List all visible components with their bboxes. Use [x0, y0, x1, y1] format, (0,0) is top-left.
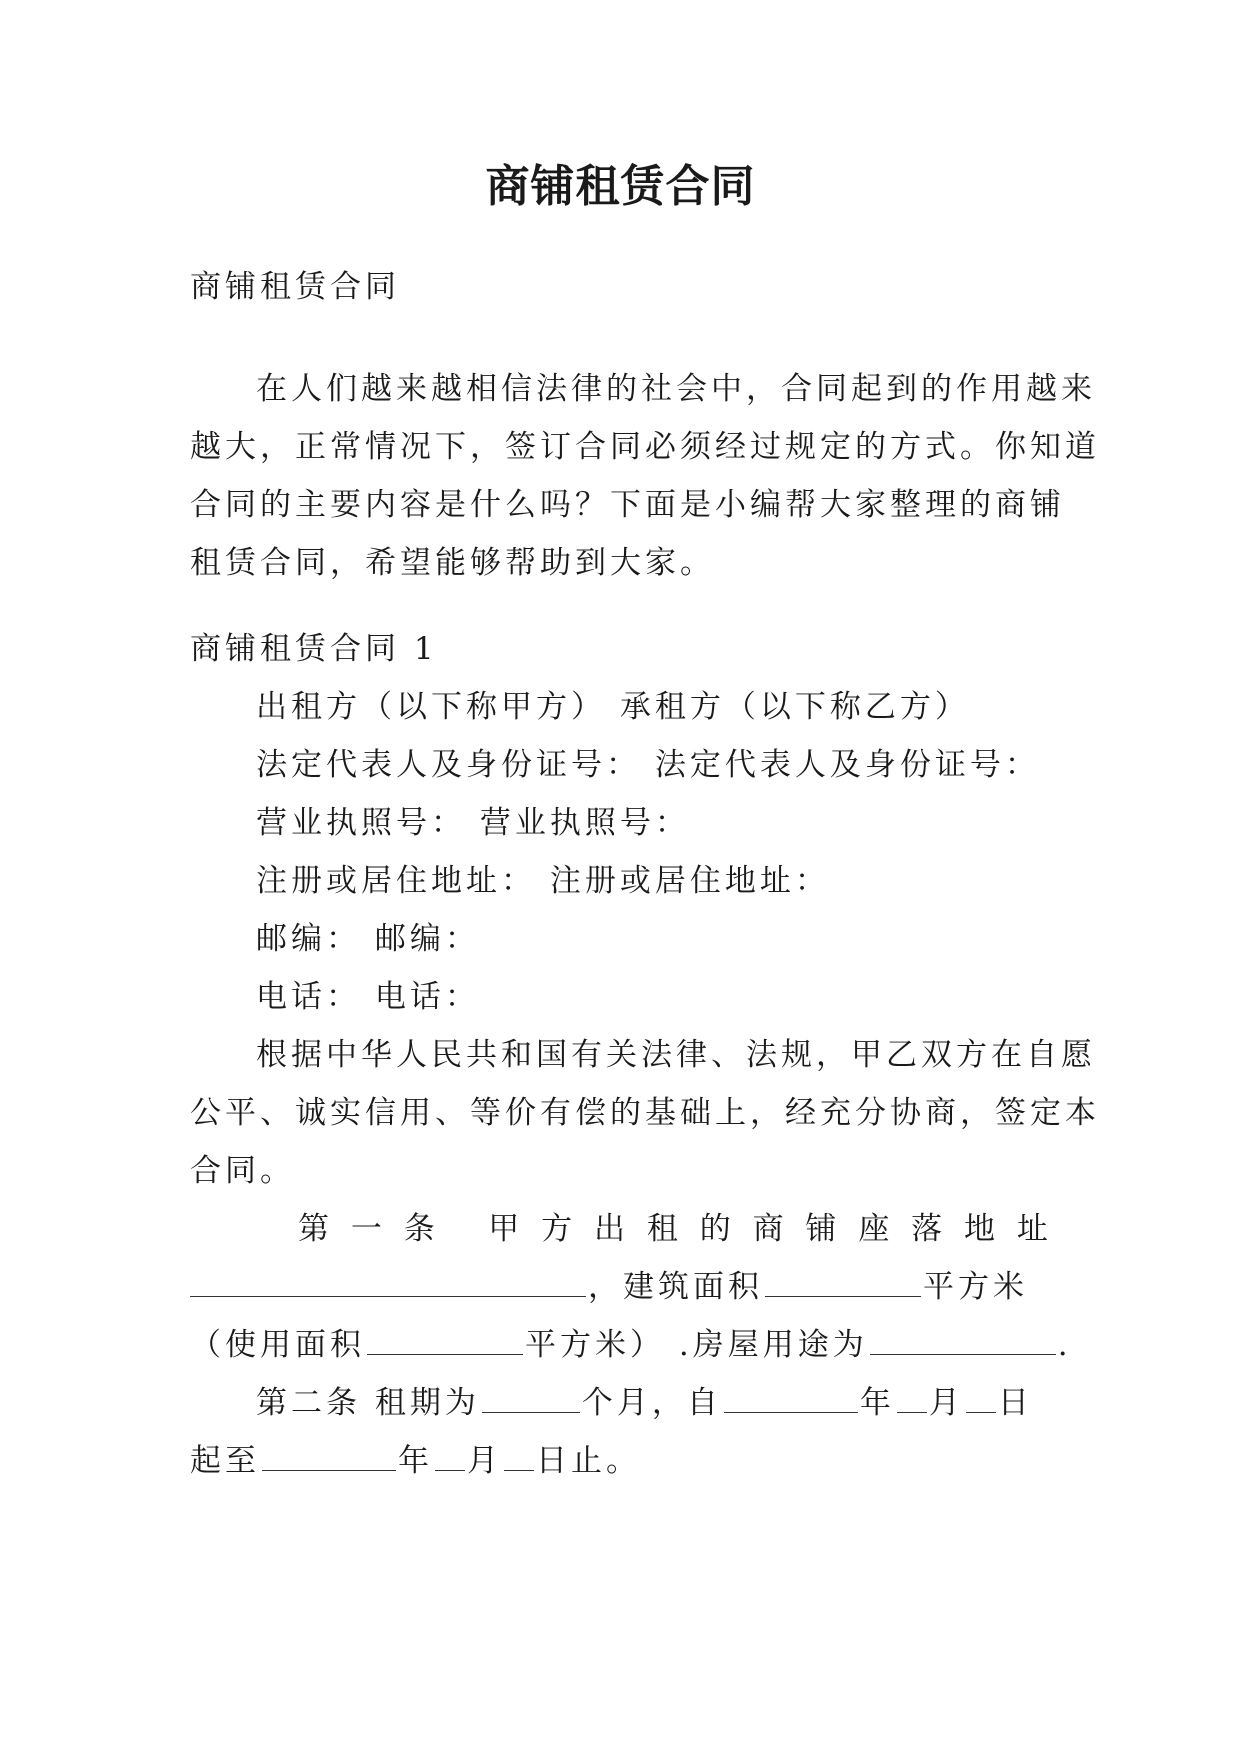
- article-2-line-1: [190, 1374, 1052, 1432]
- article-2-text: 日止。: [536, 1443, 641, 1479]
- start-month-blank: [897, 1382, 927, 1413]
- end-day-blank: [504, 1440, 534, 1471]
- party-line-1: 出租方（以下称甲方） 承租方（以下称乙方）: [256, 689, 970, 725]
- article-1-char: 址: [1016, 1211, 1052, 1247]
- article-1-line-2: [190, 1258, 1052, 1316]
- intro-line-3: 合同的主要内容是什么吗？下面是小编帮大家整理的商铺: [190, 487, 1065, 523]
- article-1-text: ，建筑面积: [588, 1269, 763, 1305]
- preamble-line-2: 公平、诚实信用、等价有偿的基础上，经充分协商，签定本: [190, 1095, 1100, 1131]
- article-1-gap: [457, 1200, 471, 1258]
- contract-body: [190, 620, 1100, 1490]
- article-1-char: 落: [911, 1211, 947, 1247]
- article-1-char: 租: [646, 1211, 682, 1247]
- article-2-text: 个月，自: [581, 1385, 722, 1421]
- preamble-line-1: 根据中华人民共和国有关法律、法规，甲乙双方在自愿: [256, 1037, 1096, 1073]
- article-1-line-3: [190, 1316, 1072, 1374]
- article-1-char: 铺: [805, 1211, 841, 1247]
- article-2-text: 月: [467, 1443, 502, 1479]
- party-line-4: 注册或居住地址： 注册或居住地址：: [256, 863, 830, 899]
- article-1-char: 方: [541, 1211, 577, 1247]
- subtitle-line: 商铺租赁合同: [190, 269, 400, 305]
- article-2-text: 年: [859, 1385, 895, 1421]
- party-line-3: 营业执照号： 营业执照号：: [256, 805, 690, 841]
- article-1-char: 座: [858, 1211, 894, 1247]
- start-day-blank: [966, 1382, 996, 1413]
- document-subtitle: [190, 258, 1052, 316]
- article-1-char: 甲: [488, 1211, 524, 1247]
- start-year-blank: [724, 1382, 858, 1413]
- article-1-char: 的: [699, 1211, 735, 1247]
- article-1-char: 地: [964, 1211, 1000, 1247]
- article-1-char: 条: [403, 1211, 439, 1247]
- intro-paragraph: [190, 360, 1100, 592]
- article-2-text: 日: [997, 1385, 1033, 1421]
- usable-area-blank: [367, 1324, 523, 1355]
- article-1-char: 第: [298, 1211, 333, 1247]
- months-blank: [482, 1382, 580, 1413]
- party-line-5: 邮编： 邮编：: [256, 921, 480, 957]
- end-month-blank: [435, 1440, 465, 1471]
- intro-line-4: 租赁合同，希望能够帮助到大家。: [190, 545, 715, 581]
- section-title: 商铺租赁合同 1: [190, 631, 438, 667]
- party-line-2: 法定代表人及身份证号： 法定代表人及身份证号：: [256, 747, 1040, 783]
- article-2-text: 起至: [190, 1443, 260, 1479]
- article-2-text: 年: [398, 1443, 433, 1479]
- article-1-text: .: [1057, 1327, 1072, 1363]
- building-area-blank: [765, 1266, 921, 1297]
- party-line-6: 电话： 电话：: [256, 979, 480, 1015]
- address-blank: [190, 1266, 586, 1297]
- article-1-heading: [190, 1200, 1052, 1258]
- intro-line-2: 越大，正常情况下，签订合同必须经过规定的方式。你知道: [190, 429, 1100, 465]
- article-1-text: （使用面积: [190, 1327, 365, 1363]
- article-1-text: 平方米） .房屋用途为: [525, 1327, 868, 1363]
- article-1-char: 一: [350, 1211, 386, 1247]
- article-2-text: 第二条 租期为: [256, 1385, 480, 1421]
- preamble-line-3: 合同。: [190, 1153, 295, 1189]
- article-1-char: 出: [594, 1211, 630, 1247]
- intro-line-1: 在人们越来越相信法律的社会中，合同起到的作用越来: [256, 371, 1096, 407]
- article-2-text: 月: [928, 1385, 964, 1421]
- article-2-line-2: [190, 1432, 1052, 1490]
- article-1-char: 商: [752, 1211, 788, 1247]
- end-year-blank: [262, 1440, 396, 1471]
- usage-blank: [870, 1324, 1056, 1355]
- document-title: 商铺租赁合同: [485, 161, 756, 212]
- article-1-text: 平方米: [923, 1269, 1028, 1305]
